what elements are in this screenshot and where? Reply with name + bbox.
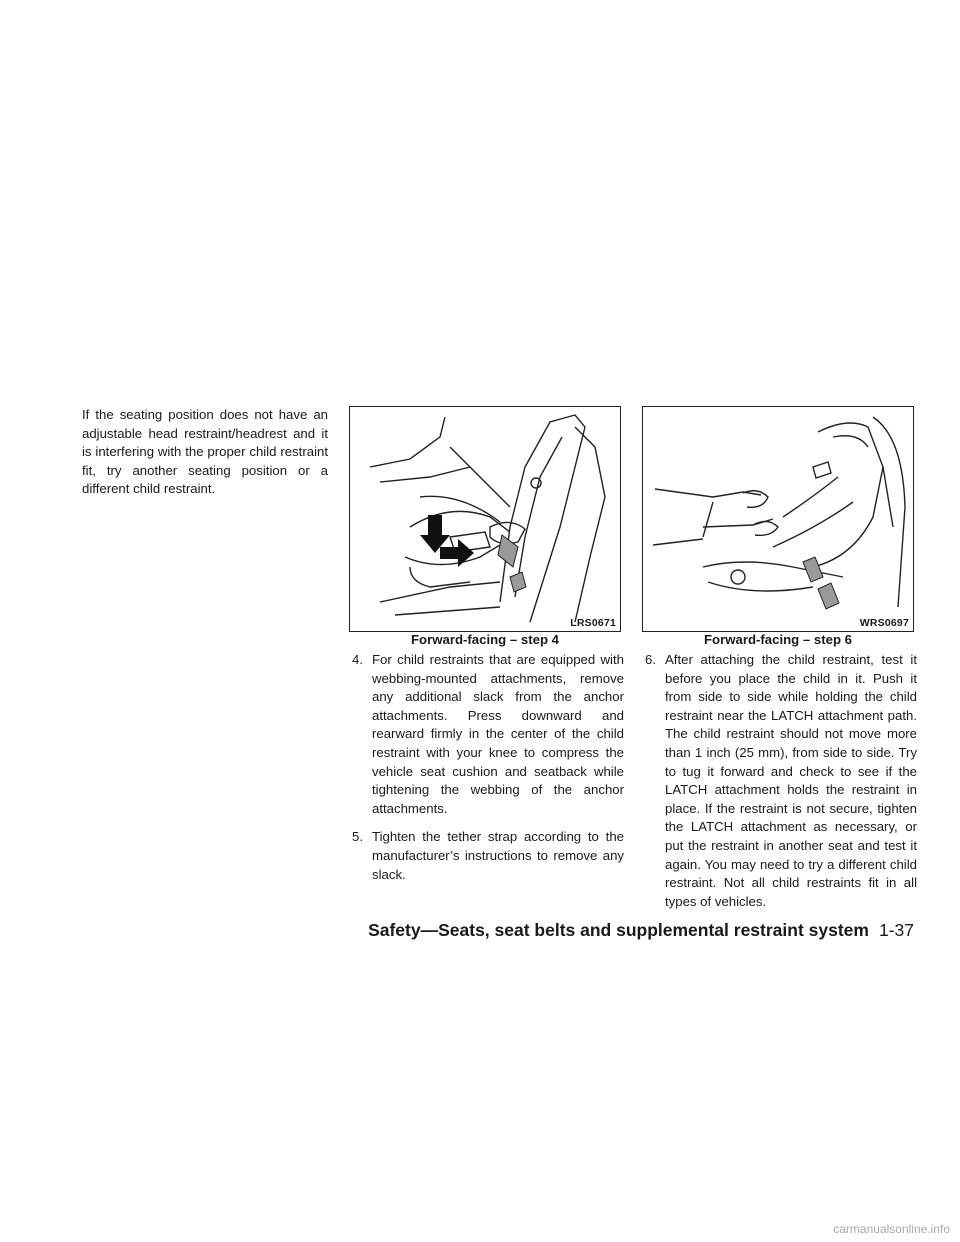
- figure-forward-facing-step-4: [349, 406, 621, 632]
- page-footer: [368, 920, 914, 941]
- figure-code: WRS0697: [859, 617, 909, 629]
- figure-code: LRS0671: [570, 617, 616, 629]
- step-text: Tighten the tether strap according to the manufacturer’s instructions to remove any slack.: [372, 829, 624, 882]
- illustration-knee-press: [350, 407, 620, 631]
- intro-paragraph: If the seating position does not have an adjustable head restraint/headrest and it is interfering with the proper child restraint fit, try another seating position or a different child restraint.: [82, 407, 328, 497]
- illustration-test-restraint: [643, 407, 913, 631]
- step-text: For child restraints that are equipped with webbing-mounted attachments, remove any additional slack from the anchor attachments. Press downward and rearward firmly in the center of the child restraint with your knee to compress the vehicle seat cushion and seatback while tightening the webbing of the anchor attachments.: [372, 652, 624, 816]
- steps-right-column: [645, 651, 917, 921]
- figure-caption: Forward-facing – step 4: [410, 632, 560, 647]
- step-number: 4.: [352, 652, 363, 667]
- step-number: 6.: [645, 652, 656, 667]
- section-title: Safety—Seats, seat belts and supplemental restraint system: [368, 920, 869, 940]
- step-item: [352, 651, 624, 818]
- page-number: 1-37: [878, 920, 914, 940]
- figure-caption: Forward-facing – step 6: [703, 632, 853, 647]
- watermark: carmanualsonline.info: [833, 1222, 950, 1236]
- figure-forward-facing-step-6: [642, 406, 914, 632]
- steps-middle-column: [352, 651, 624, 894]
- step-text: After attaching the child restraint, test it before you place the child in it. Push it from side to side while holding the child restraint near the LATCH attachment path. The child restraint should not move more than 1 inch (25 mm), from side to side. Try to tug it forward and check to see if the LATCH attachment holds the restraint in place. If the restraint is not secure, tighten the LATCH attachment as necessary, or put the restraint in another seat and test it again. You may need to try a different child restraint. Not all child restraints fit in all types of vehicles.: [665, 652, 917, 909]
- step-number: 5.: [352, 829, 363, 845]
- step-item: [352, 828, 624, 884]
- step-item: [645, 651, 917, 911]
